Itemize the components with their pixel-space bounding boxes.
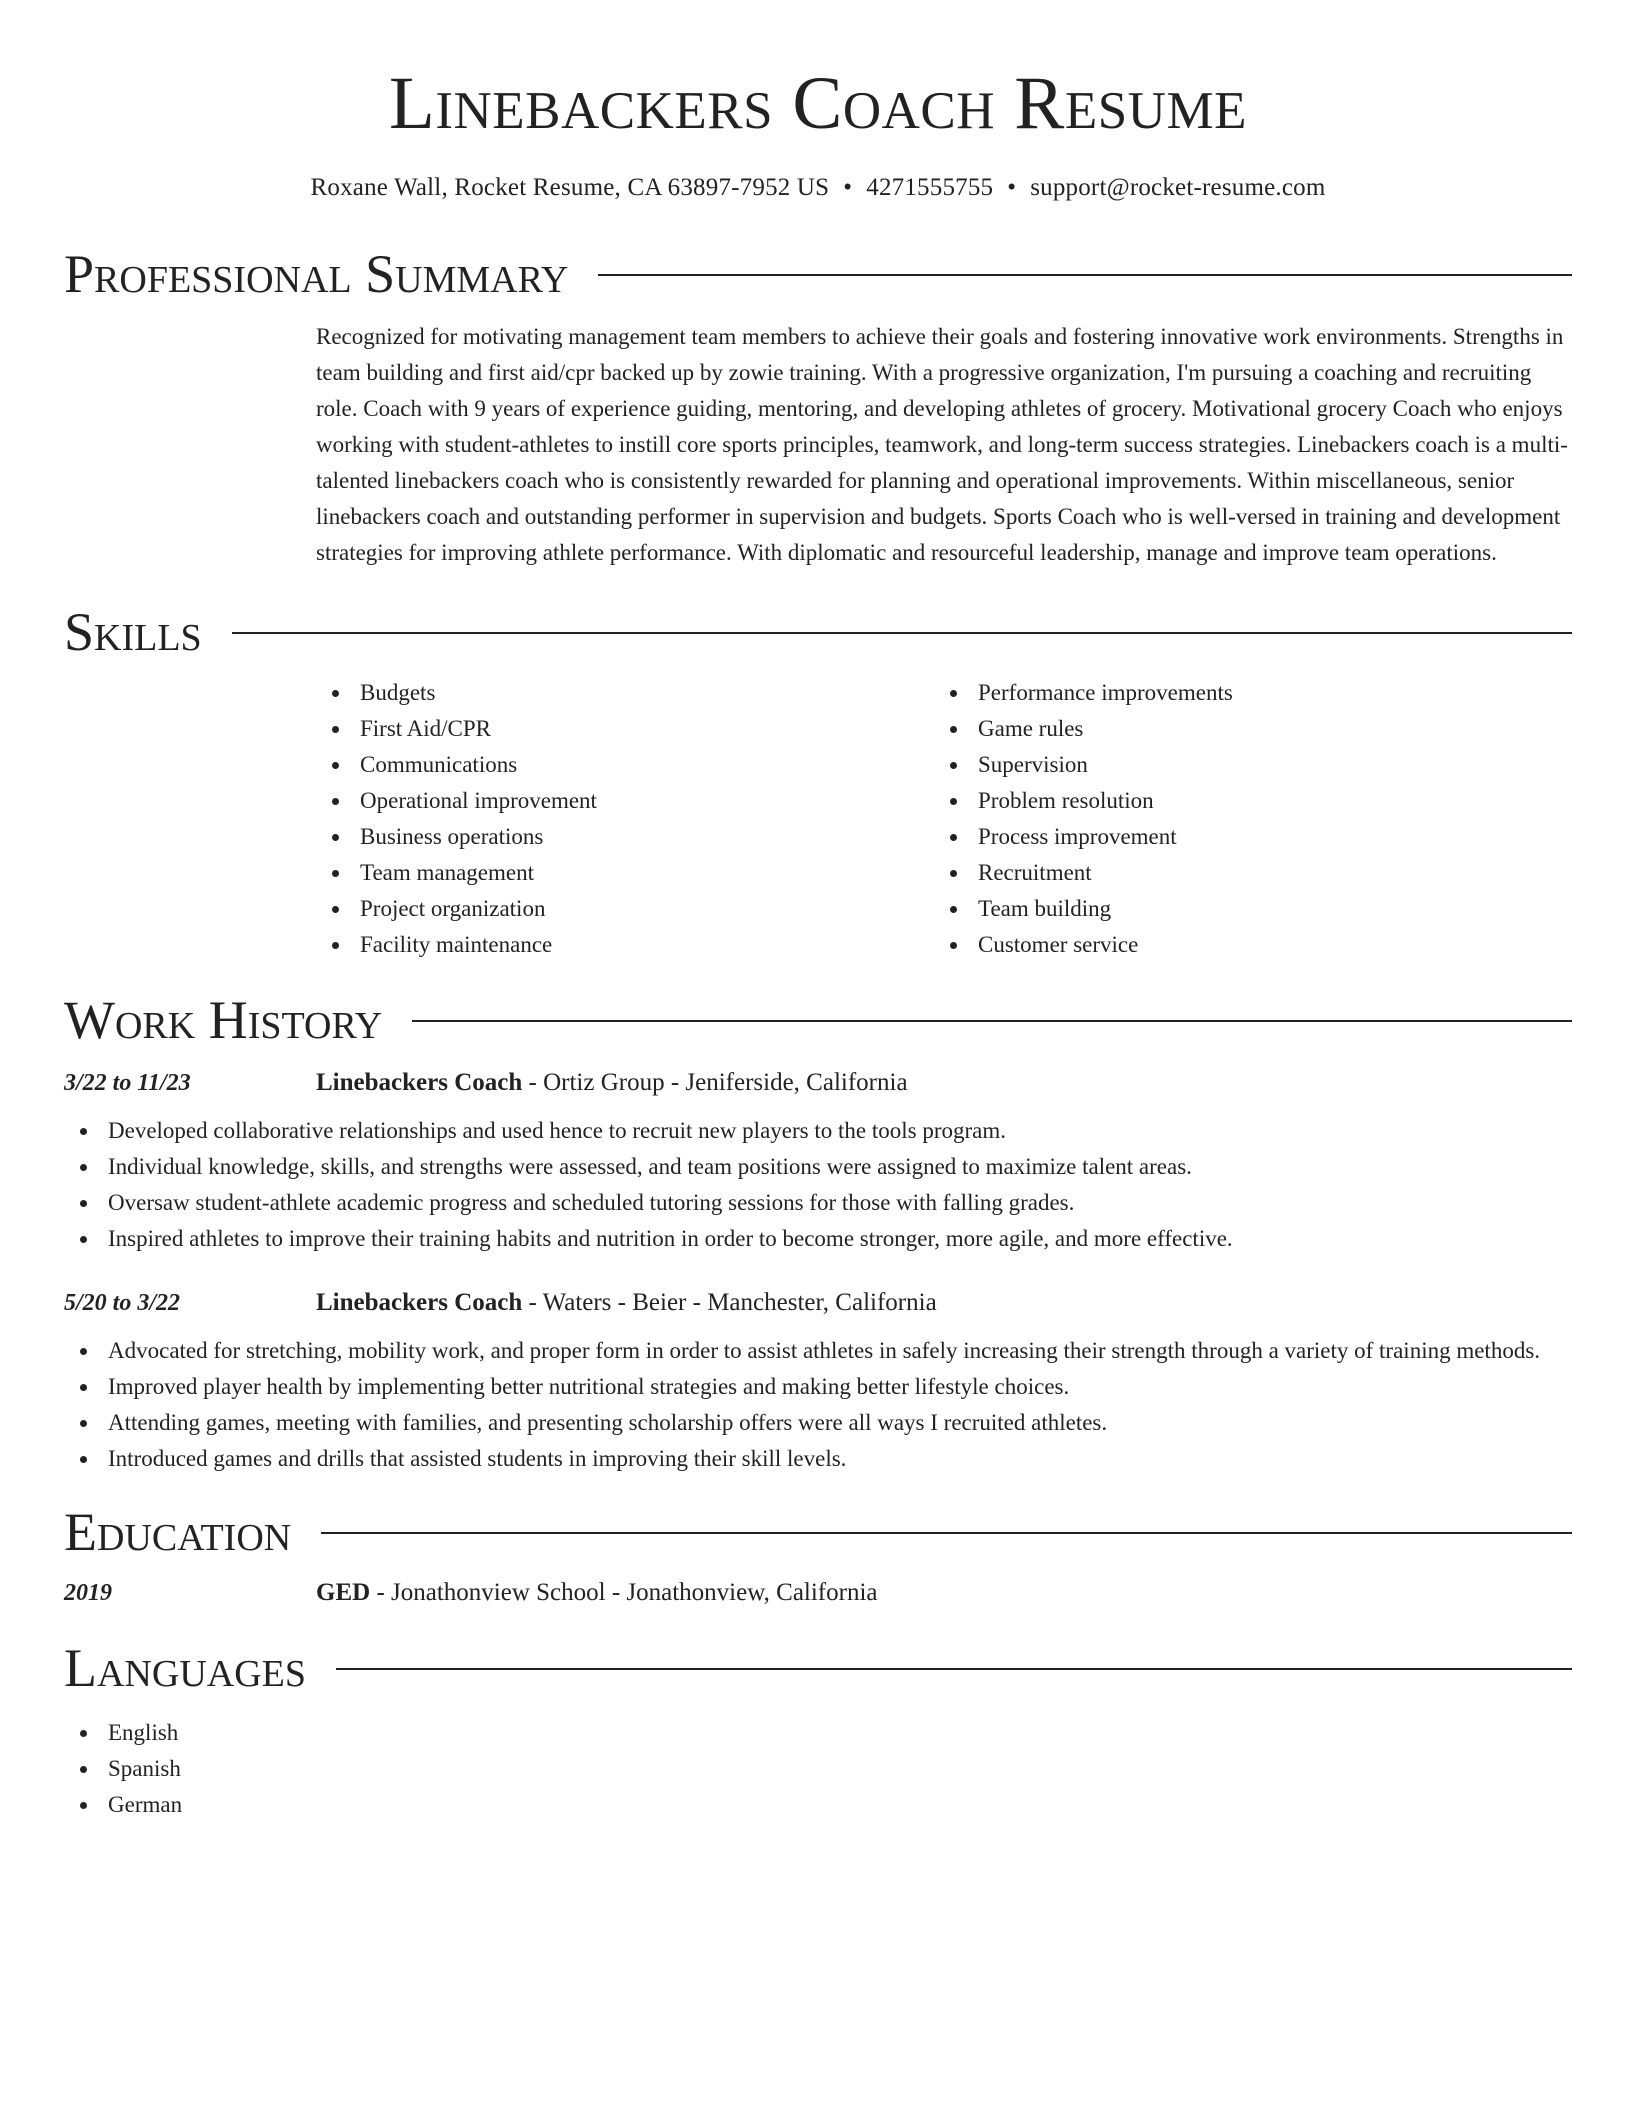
- skills-column-left: [316, 675, 934, 963]
- education-entry: [64, 1579, 1572, 1607]
- summary-section: [316, 319, 1572, 571]
- language-item: Spanish: [108, 1751, 1572, 1787]
- skill-item: Supervision: [978, 747, 1552, 783]
- contact-line: [64, 175, 1572, 200]
- skill-item: Communications: [360, 747, 934, 783]
- skill-item: First Aid/CPR: [360, 711, 934, 747]
- contact-address: Roxane Wall, Rocket Resume, CA 63897-7952 US: [310, 174, 830, 201]
- languages-heading: Languages: [64, 1638, 306, 1698]
- skill-item: Problem resolution: [978, 783, 1552, 819]
- section-divider: [232, 632, 1572, 634]
- work-section-header: [64, 990, 1572, 1050]
- section-divider: [412, 1020, 1572, 1022]
- skill-item: Recruitment: [978, 855, 1552, 891]
- education-title-line: [316, 1579, 878, 1607]
- contact-separator: •: [1007, 174, 1017, 201]
- section-divider: [336, 1668, 1572, 1670]
- education-details: - Jonathonview School - Jonathonview, California: [370, 1579, 878, 1606]
- job-entry: [64, 1069, 1572, 1257]
- skill-item: Business operations: [360, 819, 934, 855]
- education-degree: GED: [316, 1579, 371, 1606]
- job-bullet: Advocated for stretching, mobility work, and proper form in order to assist athletes in safely increasing their strength through a variety of training methods.: [108, 1333, 1572, 1369]
- resume-page: [64, 0, 1572, 1823]
- languages-list: [64, 1715, 1572, 1823]
- job-entry: [64, 1289, 1572, 1477]
- job-bullet: Inspired athletes to improve their training habits and nutrition in order to become stronger, more agile, and more effective.: [108, 1221, 1572, 1257]
- skills-heading: Skills: [64, 602, 202, 662]
- education-heading: Education: [64, 1502, 292, 1562]
- skills-section-header: [64, 602, 1572, 662]
- skill-item: Operational improvement: [360, 783, 934, 819]
- job-title: Linebackers Coach: [316, 1289, 523, 1316]
- language-item: English: [108, 1715, 1572, 1751]
- job-bullet: Attending games, meeting with families, and presenting scholarship offers were all ways I recruited athletes.: [108, 1405, 1572, 1441]
- job-header: [64, 1289, 1572, 1317]
- summary-section-header: [64, 244, 1572, 304]
- job-details: - Ortiz Group - Jeniferside, California: [522, 1069, 908, 1096]
- job-bullets: [64, 1333, 1572, 1477]
- job-bullet: Oversaw student-athlete academic progress and scheduled tutoring sessions for those with falling grades.: [108, 1185, 1572, 1221]
- skills-column-right: [934, 675, 1552, 963]
- education-section-header: [64, 1502, 1572, 1562]
- contact-phone: 4271555755: [866, 174, 994, 201]
- work-heading: Work History: [64, 990, 383, 1050]
- contact-email[interactable]: support@rocket-resume.com: [1030, 174, 1326, 201]
- job-bullet: Individual knowledge, skills, and strengths were assessed, and team positions were assigned to maximize talent areas.: [108, 1149, 1572, 1185]
- job-header: [64, 1069, 1572, 1097]
- job-bullet: Developed collaborative relationships and used hence to recruit new players to the tools program.: [108, 1113, 1572, 1149]
- skills-list: [316, 675, 1572, 963]
- job-bullet: Improved player health by implementing better nutritional strategies and making better lifestyle choices.: [108, 1369, 1572, 1405]
- summary-text: Recognized for motivating management team members to achieve their goals and fostering innovative work environments. Strengths in team building and first aid/cpr backed up by zowie training. With a progressive organization, I'm pursuing a coaching and recruiting role. Coach with 9 years of experience guiding, mentoring, and developing athletes of grocery. Motivational grocery Coach who enjoys working with student-athletes to instill core sports principles, teamwork, and long-term success strategies. Linebackers coach is a multi-talented linebackers coach who is consistently rewarded for planning and operational improvements. Within miscellaneous, senior linebackers coach and outstanding performer in supervision and budgets. Sports Coach who is well-versed in training and development strategies for improving athlete performance. With diplomatic and resourceful leadership, manage and improve team operations.: [316, 324, 1568, 565]
- skill-item: Facility maintenance: [360, 927, 934, 963]
- summary-heading: Professional Summary: [64, 244, 569, 304]
- skill-item: Team management: [360, 855, 934, 891]
- languages-section-header: [64, 1638, 1572, 1698]
- skill-item: Team building: [978, 891, 1552, 927]
- job-bullet: Introduced games and drills that assisted students in improving their skill levels.: [108, 1441, 1572, 1477]
- skill-item: Performance improvements: [978, 675, 1552, 711]
- job-title-line: [316, 1069, 908, 1097]
- job-dates: 3/22 to 11/23: [64, 1070, 191, 1096]
- skill-item: Game rules: [978, 711, 1552, 747]
- education-year: 2019: [64, 1580, 112, 1606]
- language-item: German: [108, 1787, 1572, 1823]
- skill-item: Budgets: [360, 675, 934, 711]
- section-divider: [598, 274, 1572, 276]
- job-dates: 5/20 to 3/22: [64, 1290, 181, 1316]
- job-title-line: [316, 1289, 937, 1317]
- job-bullets: [64, 1113, 1572, 1257]
- page-title: Linebackers Coach Resume: [389, 62, 1247, 145]
- job-details: - Waters - Beier - Manchester, California: [522, 1289, 937, 1316]
- contact-separator: •: [843, 174, 853, 201]
- skill-item: Customer service: [978, 927, 1552, 963]
- job-title: Linebackers Coach: [316, 1069, 523, 1096]
- skill-item: Project organization: [360, 891, 934, 927]
- section-divider: [321, 1532, 1572, 1534]
- skill-item: Process improvement: [978, 819, 1552, 855]
